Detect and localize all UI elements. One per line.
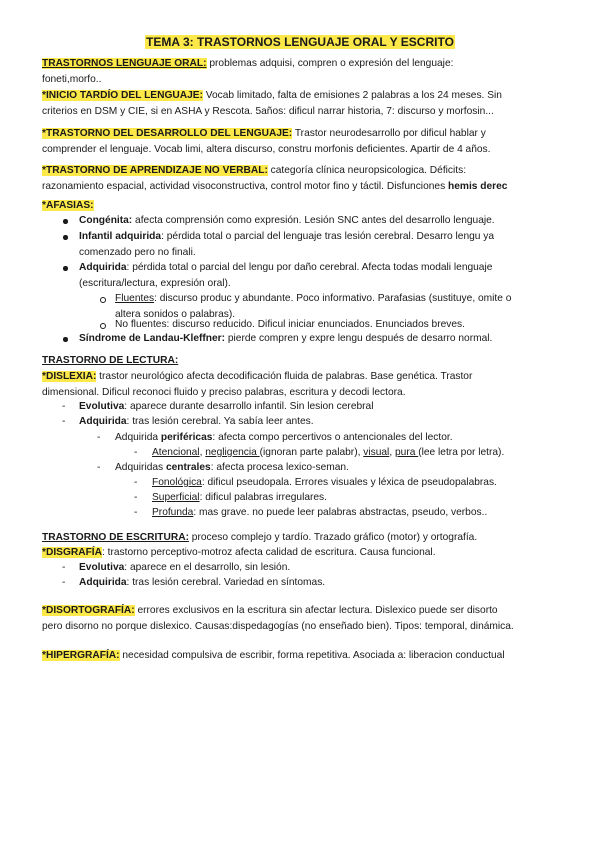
disortografia-label: *DISORTOGRAFÍA: [42,605,135,616]
dislexia-evolutiva [79,399,559,415]
inicio-tardio-heading: *INICIO TARDÍO DEL LENGUAJE: [42,90,203,101]
bullet-dash: - [97,462,101,473]
disgrafia-adquirida [79,575,559,591]
desarrollo-text: Trastor neurodesarrollo por dificul hablar y [292,128,486,139]
desarrollo-heading: *TRASTORNO DEL DESARROLLO DEL LENGUAJE: [42,128,293,139]
perifericas-tipos [152,445,572,461]
escritura-heading-text: TRASTORNO DE ESCRITURA: [42,532,189,543]
hipergrafia-text: necesidad compulsiva de escribir, forma repetitiva. Asociada a: liberacion conductual [119,650,505,661]
central-superficial [152,490,572,506]
dislexia-text-2: dimensional. Dificul reconoci fluido y preciso palabras, escritura y decodi lectora. [42,386,406,398]
visual: visual [363,447,390,458]
central-profunda [152,505,572,521]
bullet-circle [100,297,106,303]
adquirida-text-2: (escritura/lectura, expresión oral). [79,277,231,289]
inicio-tardio-text-2: criterios en DSM y CIE, si en ASHA y Rescota. 5años: dificul narrar historia, 7: discurso y morfosin... [42,105,494,117]
prof-label: Profunda [152,507,194,518]
cent-label: centrales [165,462,211,473]
lectura-heading-text: TRASTORNO DE LECTURA: [42,355,179,366]
disortografia [42,603,562,634]
landau-text: pierde compren y expre lengu después de desarro normal. [225,333,493,344]
pura-text: (lee letra por letra). [418,447,505,458]
infantil-text: : pérdida total o parcial del lenguaje tras lesión cerebral. Desarro lengu ya [161,231,495,242]
bullet-dash: - [134,477,138,488]
central-fonologica [152,475,572,491]
disortografia-text: errores exclusivos en la escritura sin afectar lectura. Dislexico puede ser disorto [134,605,498,616]
infantil-label: Infantil adquirida [79,231,162,242]
fluentes-label: Fluentes [115,293,155,304]
afasia-landau [79,331,559,347]
bullet-dash: - [62,562,66,573]
aprendizaje-heading: *TRASTORNO DE APRENDIZAJE NO VERBAL: [42,165,268,176]
section-aprendizaje [42,163,562,194]
fono-label: Fonológica [152,477,202,488]
bullet-dash: - [62,401,66,412]
bullet-dash: - [97,432,101,443]
infantil-text-2: comenzado pero no finali. [79,246,196,258]
afasia-infantil [79,229,559,260]
dislexia-evolutiva-label: Evolutiva [79,401,125,412]
congenita-text: afecta comprensión como expresión. Lesión SNC antes del desarrollo lenguaje. [132,215,495,226]
bullet-dash: - [134,447,138,458]
perif-pre: Adquirida [115,432,161,443]
afasia-congenita [79,213,559,229]
bullet-dot [63,337,68,342]
hipergrafia-label: *HIPERGRAFÍA: [42,650,120,661]
section-oral-heading: TRASTORNOS LENGUAJE ORAL: [42,58,207,69]
disgrafia-adquirida-text: : tras lesión cerebral. Variedad en síntomas. [126,577,326,588]
perif-label: periféricas [160,432,213,443]
cent-pre: Adquiridas [115,462,166,473]
adquirida-text: : pérdida total o parcial del lengu por daño cerebral. Afecta todas modali lenguaje [126,262,493,273]
adquirida-label: Adquirida [79,262,127,273]
fluentes-text-2: altera sonidos o palabras). [115,308,236,320]
dislexia-adquirida-label: Adquirida [79,416,127,427]
negligencia: negligencia [205,447,260,458]
afasia-adquirida [79,260,559,291]
negligencia-text: (ignoran parte palabr), [259,447,364,458]
bullet-dash: - [62,416,66,427]
bullet-dot [63,235,68,240]
disgrafia-evolutiva-label: Evolutiva [79,562,125,573]
bullet-dash: - [62,577,66,588]
section-oral-text: problemas adquisi, compren o expresión del lenguaje: [206,58,454,69]
section-inicio-tardio [42,88,562,119]
sep: , [389,447,395,458]
bullet-dash: - [134,492,138,503]
disgrafia [42,545,562,561]
fluentes-text: : discurso produc y abundante. Poco informativo. Parafasias (sustituye, omite o [154,293,512,304]
landau-label: Síndrome de Landau-Kleffner: [79,333,226,344]
lectura-heading [42,353,562,369]
dislexia-adquirida-text: : tras lesión cerebral. Ya sabía leer antes. [126,416,314,427]
super-label: Superficial [152,492,200,503]
aprendizaje-text-2: razonamiento espacial, actividad visoconstructiva, control motor fino y táctil. Disfunciones [42,180,448,192]
page-title-text: TEMA 3: TRASTORNOS LENGUAJE ORAL Y ESCRITO [146,35,454,49]
inicio-tardio-text: Vocab limitado, falta de emisiones 2 palabras a los 24 meses. Sin [202,90,502,101]
sep: , [199,447,206,458]
section-oral [42,56,562,87]
disgrafia-text: : trastorno perceptivo-motroz afecta calidad de escritura. Causa funcional. [102,547,436,558]
dislexia-label: *DISLEXIA: [42,371,97,382]
aprendizaje-bold: hemis derec [448,180,508,192]
hipergrafia [42,648,562,664]
disgrafia-evolutiva-text: : aparece en el desarrollo, sin lesión. [124,562,291,573]
dislexia-adquirida [79,414,559,430]
dislexia [42,369,562,400]
cent-text: : afecta procesa lexico-seman. [210,462,349,473]
aprendizaje-text: categoría clínica neuropsicologica. Déficits: [267,165,467,176]
bullet-dash: - [134,507,138,518]
desarrollo-text-2: comprender el lenguaje. Vocab limi, altera discurso, constru morfonis deficientes. Apartir de 4 años. [42,143,491,155]
super-text: : dificul palabras irregulares. [199,492,327,503]
bullet-circle [100,323,106,329]
nofluentes-text: No fluentes: discurso reducido. Dificul iniciar enunciados. Enunciados breves. [115,319,465,330]
bullet-dot [63,219,68,224]
disgrafia-adquirida-label: Adquirida [79,577,127,588]
bullet-dot [63,266,68,271]
section-desarrollo [42,126,562,157]
adquirida-perifericas [115,430,560,446]
adquiridas-centrales [115,460,560,476]
afasias-heading [42,198,562,214]
prof-text: : mas grave. no puede leer palabras abstractas, pseudo, verbos.. [193,507,488,518]
pura: pura [394,447,419,458]
dislexia-evolutiva-text: : aparece durante desarrollo infantil. Sin lesion cerebral [124,401,374,412]
disgrafia-label: *DISGRAFÍA [42,547,102,558]
escritura-heading [42,530,562,546]
fono-text: : dificul pseudopala. Errores visuales y léxica de pseudopalabras. [201,477,497,488]
congenita-label: Congénita: [79,215,133,226]
dislexia-text: trastor neurológico afecta decodificación fluida de palabras. Base genética. Trastor [96,371,473,382]
page-title [0,35,600,49]
disgrafia-evolutiva [79,560,559,576]
afasias-heading-text: *AFASIAS: [42,200,94,211]
section-oral-text-2: foneti,morfo.. [42,73,102,85]
escritura-heading-rest: proceso complejo y tardío. Trazado gráfico (motor) y ortografía. [188,532,478,543]
perif-text: : afecta compo percertivos o antencionales del lector. [212,432,453,443]
disortografia-text-2: pero disorno no porque dislexico. Causas:dispedagogías (no enseñado bien). Tipos: temporal, dinámica. [42,620,514,632]
atencional: Atencional [152,447,200,458]
